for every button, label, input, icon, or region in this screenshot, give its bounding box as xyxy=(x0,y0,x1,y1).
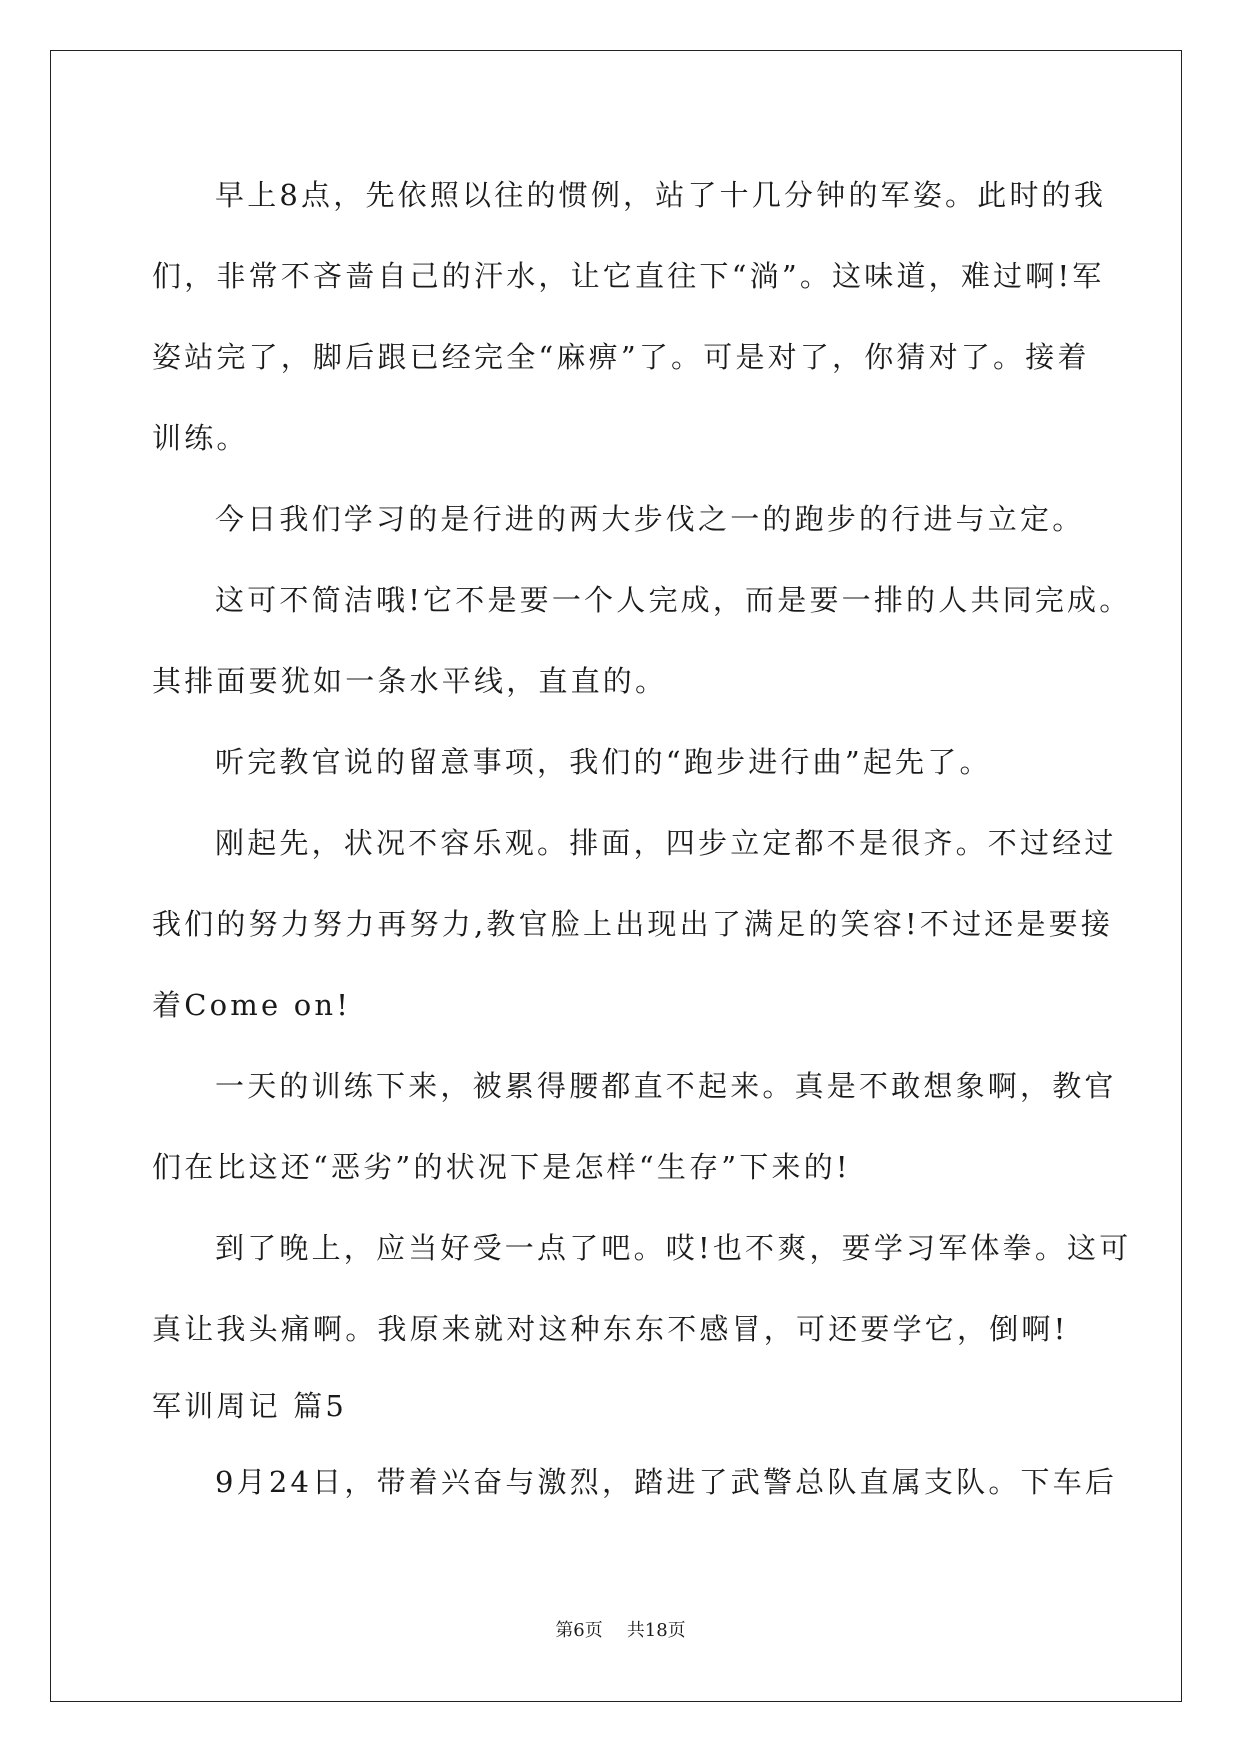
text-line: 9月24日，带着兴奋与激烈，踏进了武警总队直属支队。下车后 xyxy=(215,1465,1118,1499)
text-line: 我们的努力努力再努力,教官脸上出现出了满足的笑容!不过还是要接 xyxy=(152,907,1114,941)
document-body xyxy=(152,155,1132,1523)
page-number: 第6页 xyxy=(555,1620,603,1641)
text-line: 姿站完了，脚后跟已经完全“麻痹”了。可是对了，你猜对了。接着 xyxy=(152,340,1090,374)
text-line: 真让我头痛啊。我原来就对这种东东不感冒，可还要学它，倒啊! xyxy=(152,1312,1069,1346)
text-line: 到了晚上，应当好受一点了吧。哎!也不爽，要学习军体拳。这可 xyxy=(215,1231,1132,1265)
text-line: 刚起先，状况不容乐观。排面，四步立定都不是很齐。不过经过 xyxy=(215,826,1117,860)
text-line: 着Come on! xyxy=(152,988,352,1022)
text-line: 训练。 xyxy=(152,421,249,455)
text-line: 早上8点，先依照以往的惯例，站了十几分钟的军姿。此时的我 xyxy=(215,178,1107,212)
page-total: 共18页 xyxy=(626,1620,686,1641)
text-line: 今日我们学习的是行进的两大步伐之一的跑步的行进与立定。 xyxy=(215,502,1085,536)
section-heading: 军训周记 篇5 xyxy=(152,1389,348,1423)
page-footer xyxy=(0,1616,1241,1642)
text-line: 们在比这还“恶劣”的状况下是怎样“生存”下来的! xyxy=(152,1150,851,1184)
text-line: 一天的训练下来，被累得腰都直不起来。真是不敢想象啊，教官 xyxy=(215,1069,1117,1103)
text-line: 这可不简洁哦!它不是要一个人完成，而是要一排的人共同完成。 xyxy=(215,583,1132,617)
text-line: 听完教官说的留意事项，我们的“跑步进行曲”起先了。 xyxy=(215,745,992,779)
text-line: 其排面要犹如一条水平线，直直的。 xyxy=(152,664,668,698)
text-line: 们，非常不吝啬自己的汗水，让它直往下“淌”。这味道，难过啊!军 xyxy=(152,259,1105,293)
